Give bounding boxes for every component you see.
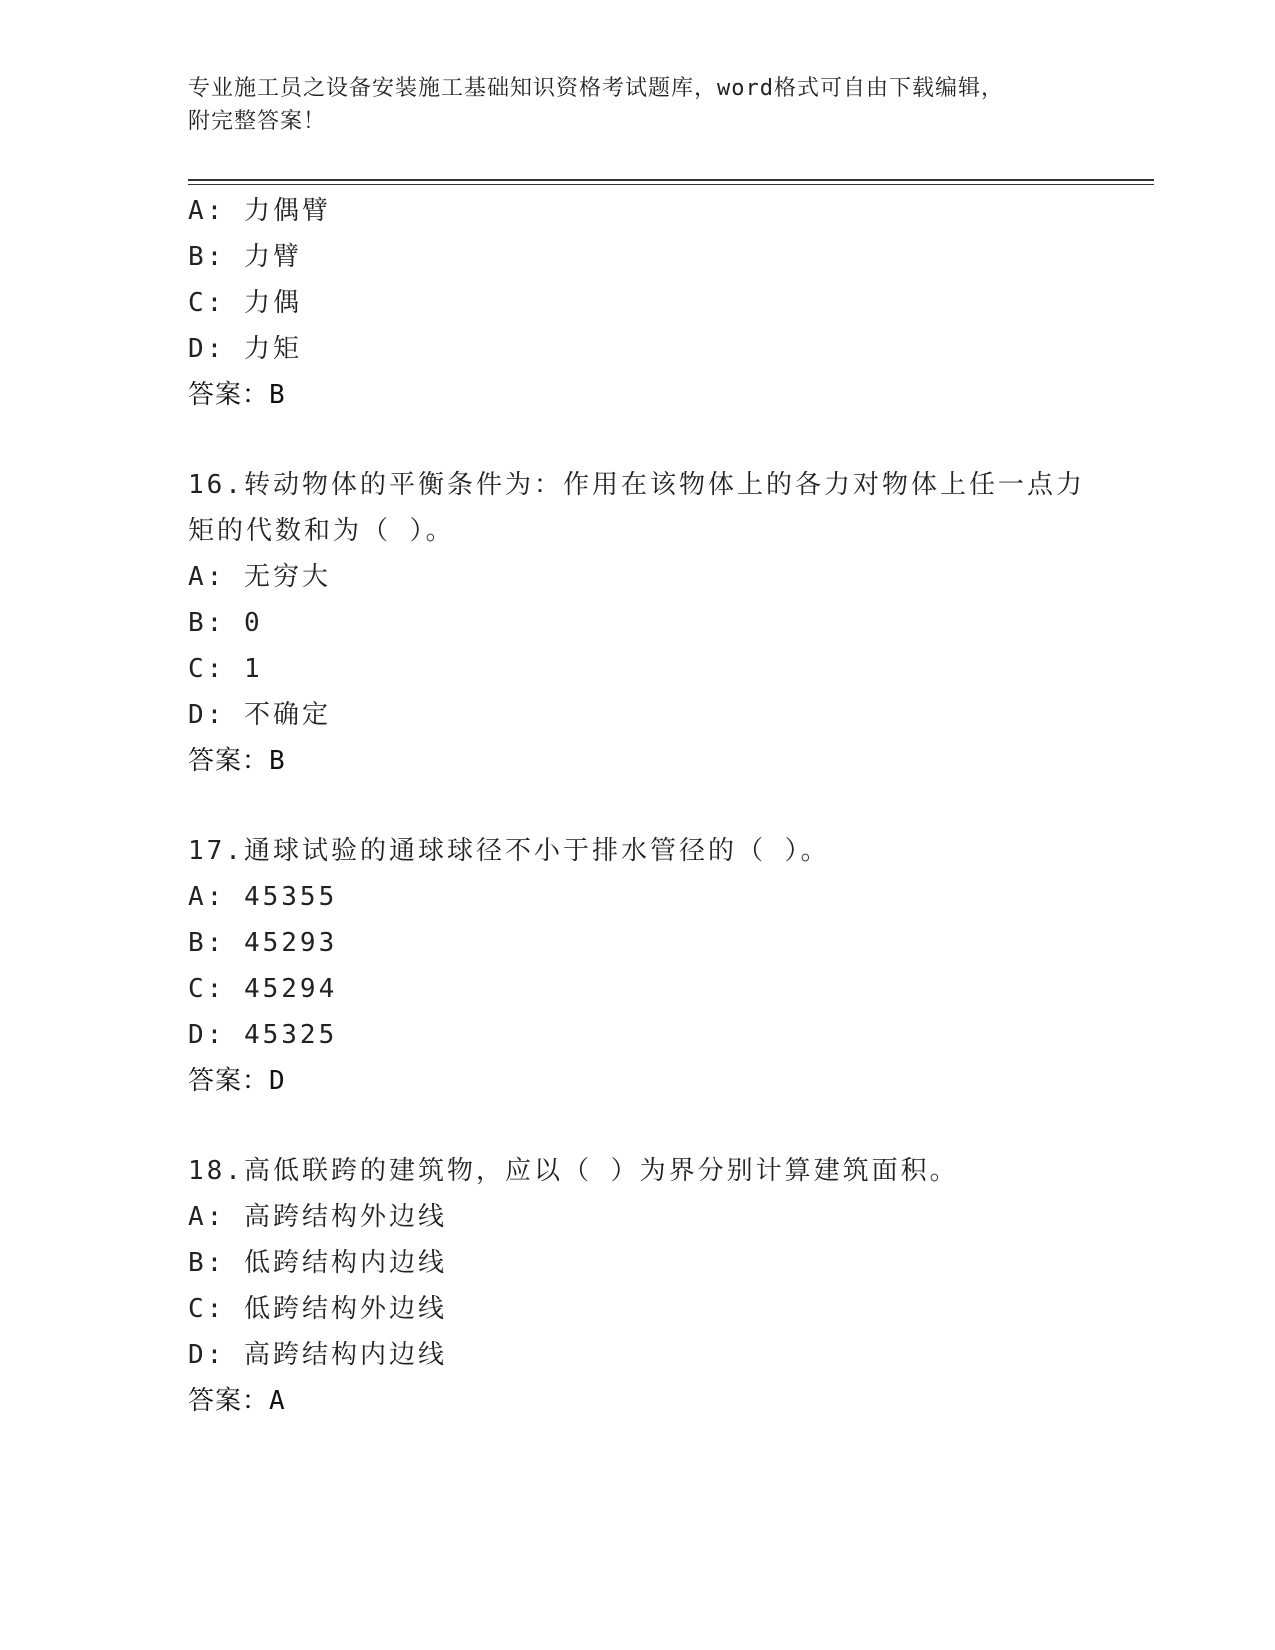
option-a: A: 高跨结构外边线: [188, 1202, 447, 1232]
answer-label: 答案：: [188, 746, 270, 776]
header-line-2: 附完整答案！: [188, 109, 327, 134]
answer-line: [188, 1058, 1088, 1104]
option-b: B: 低跨结构内边线: [188, 1248, 447, 1278]
option-d: D: 不确定: [188, 700, 331, 730]
question-list: [188, 188, 1088, 1424]
spacer: [188, 418, 1088, 462]
option-a: A: 无穷大: [188, 562, 331, 592]
option-b: B: 0: [188, 608, 263, 638]
option-a: A: 力偶臂: [188, 196, 331, 226]
header-divider-thin: [188, 184, 1154, 185]
question-18: [188, 1148, 1088, 1424]
question-title-line-1: 18.高低联跨的建筑物，应以（ ）为界分别计算建筑面积。: [188, 1156, 959, 1186]
answer-line: [188, 738, 1088, 784]
option-a: A: 45355: [188, 882, 338, 912]
question-16: [188, 462, 1088, 784]
answer-value: A: [269, 1386, 286, 1416]
question-title: [188, 462, 1088, 554]
option-d: D: 力矩: [188, 334, 302, 364]
question-15: [188, 188, 1088, 418]
option-c: C: 1: [188, 654, 263, 684]
answer-label: 答案：: [188, 1066, 270, 1096]
answer-label: 答案：: [188, 380, 270, 410]
document-header: [188, 72, 1068, 138]
question-title-line-2: 矩的代数和为（ ）。: [188, 516, 455, 546]
question-title: [188, 828, 1088, 874]
question-title: [188, 1148, 1088, 1194]
option-c: C: 低跨结构外边线: [188, 1294, 447, 1324]
spacer: [188, 1104, 1088, 1148]
question-title-line-1: 16.转动物体的平衡条件为：作用在该物体上的各力对物体上任一点力: [188, 470, 1085, 500]
question-17: [188, 828, 1088, 1104]
question-title-line-1: 17.通球试验的通球球径不小于排水管径的（ ）。: [188, 836, 830, 866]
spacer: [188, 784, 1088, 828]
option-b: B: 力臂: [188, 242, 302, 272]
option-d: D: 45325: [188, 1020, 338, 1050]
answer-value: D: [269, 1066, 286, 1096]
option-c: C: 力偶: [188, 288, 302, 318]
answer-value: B: [269, 380, 286, 410]
header-line-1: 专业施工员之设备安装施工基础知识资格考试题库，word格式可自由下载编辑，: [188, 76, 1004, 101]
header-divider-thick: [188, 179, 1154, 181]
answer-label: 答案：: [188, 1386, 270, 1416]
answer-value: B: [269, 746, 286, 776]
answer-line: [188, 1378, 1088, 1424]
option-d: D: 高跨结构内边线: [188, 1340, 447, 1370]
answer-line: [188, 372, 1088, 418]
option-b: B: 45293: [188, 928, 338, 958]
option-c: C: 45294: [188, 974, 338, 1004]
